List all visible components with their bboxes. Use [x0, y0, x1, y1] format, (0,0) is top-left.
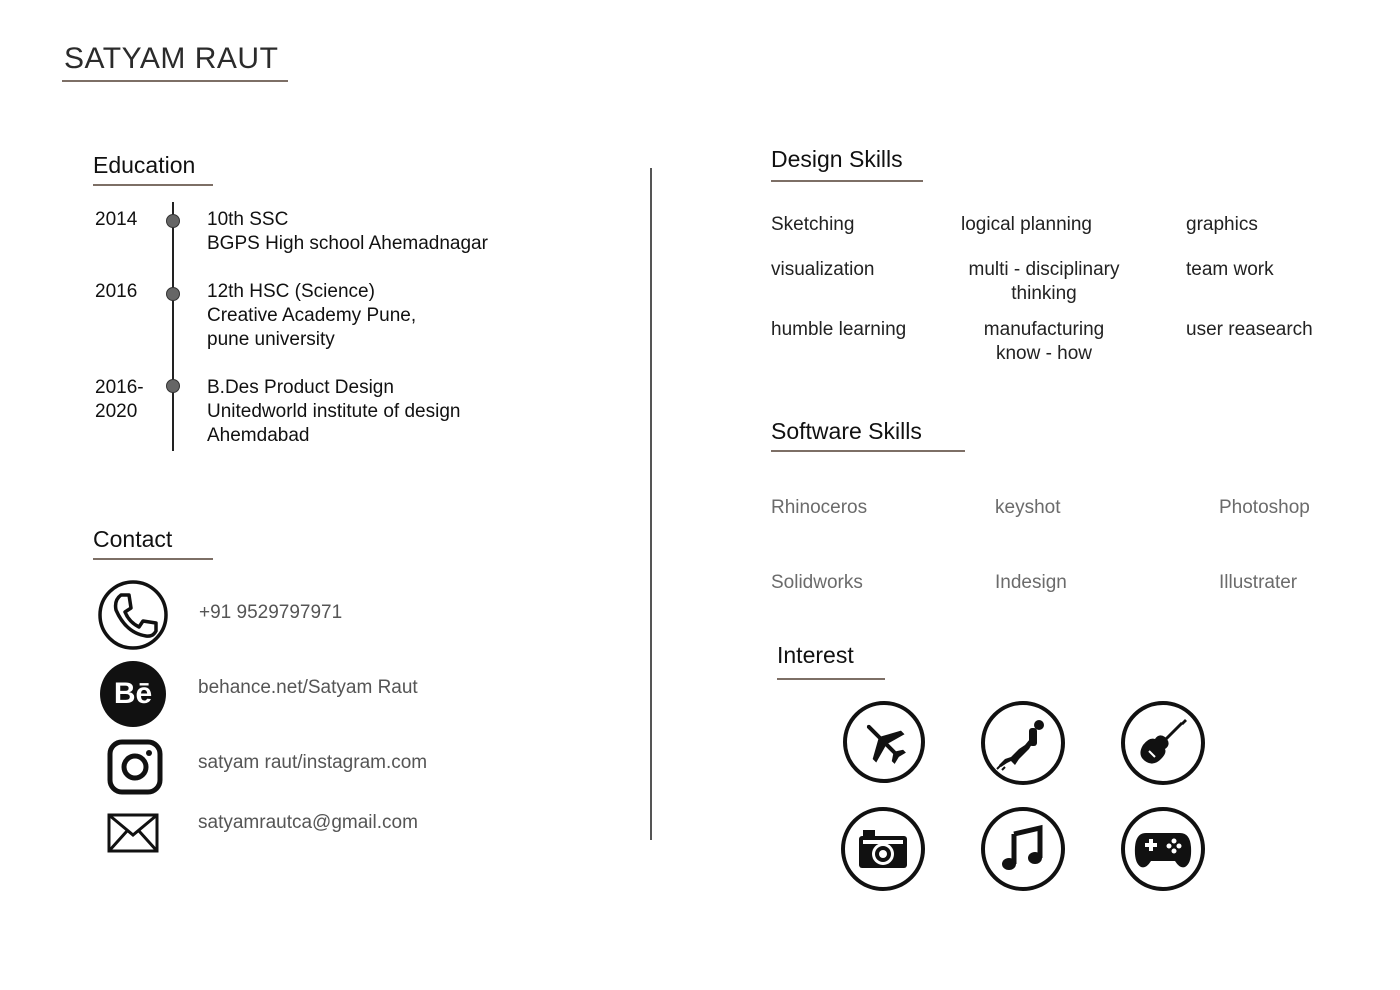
software-skills-underline [771, 450, 965, 452]
design-skill: visualization [771, 259, 875, 280]
design-skill: manufacturing know - how [983, 319, 1105, 364]
software-skill: Solidworks [771, 572, 863, 593]
education-line: B.Des Product Design [207, 377, 394, 398]
education-year: 2016- 2020 [95, 377, 144, 422]
gamepad-icon [1121, 807, 1205, 891]
column-divider [650, 168, 652, 840]
instagram-link[interactable]: satyam raut/instagram.com [198, 752, 428, 773]
education-line: Creative Academy Pune, [207, 305, 417, 326]
interest-underline [777, 678, 885, 680]
education-year: 2014 [95, 209, 138, 230]
resume-name: SATYAM RAUT [64, 42, 279, 75]
design-skill: logical planning [961, 214, 1092, 235]
phone-number[interactable]: +91 9529797971 [199, 602, 343, 623]
camera-icon [841, 807, 925, 891]
design-skill: team work [1186, 259, 1274, 280]
guitar-icon [1121, 701, 1205, 785]
instagram-icon [107, 739, 163, 795]
design-skill: Sketching [771, 214, 855, 235]
education-title: Education [93, 152, 196, 178]
software-skill: keyshot [995, 497, 1061, 518]
education-year: 2016 [95, 281, 138, 302]
phone-icon [97, 579, 169, 651]
email-link[interactable]: satyamrautca@gmail.com [198, 812, 418, 833]
timeline-dot [166, 214, 180, 228]
mail-icon [107, 813, 159, 853]
design-skill: user reasearch [1186, 319, 1313, 340]
education-detail [207, 208, 488, 256]
software-skill: Rhinoceros [771, 497, 868, 518]
name-underline [62, 80, 288, 82]
scuba-diver-icon [981, 701, 1065, 785]
software-skill: Photoshop [1219, 497, 1310, 518]
software-skill: Indesign [995, 572, 1067, 593]
contact-underline [93, 558, 213, 560]
timeline-dot [166, 287, 180, 301]
software-skills-title: Software Skills [771, 418, 922, 444]
education-timeline [172, 202, 174, 451]
interest-title: Interest [777, 642, 854, 668]
education-line: 12th HSC (Science) [207, 281, 375, 302]
education-line: pune university [207, 329, 335, 350]
software-skill: Illustrater [1219, 572, 1298, 593]
education-underline [93, 184, 213, 186]
education-line: Unitedworld institute of design [207, 401, 461, 422]
design-skill: graphics [1186, 214, 1258, 235]
design-skills-title: Design Skills [771, 146, 903, 172]
education-line: 10th SSC [207, 209, 289, 230]
design-skill: multi - disciplinary thinking [968, 259, 1120, 304]
behance-link[interactable]: behance.net/Satyam Raut [198, 677, 418, 698]
airplane-icon [843, 701, 925, 783]
design-skill: humble learning [771, 319, 907, 340]
education-line: BGPS High school Ahemadnagar [207, 233, 488, 254]
education-detail [207, 376, 460, 448]
education-line: Ahemdabad [207, 425, 310, 446]
timeline-dot [166, 379, 180, 393]
music-note-icon [981, 807, 1065, 891]
contact-title: Contact [93, 526, 173, 552]
design-skills-underline [771, 180, 923, 182]
behance-logo-text: Bē [113, 677, 153, 710]
education-detail [207, 280, 416, 352]
behance-icon [100, 661, 166, 727]
